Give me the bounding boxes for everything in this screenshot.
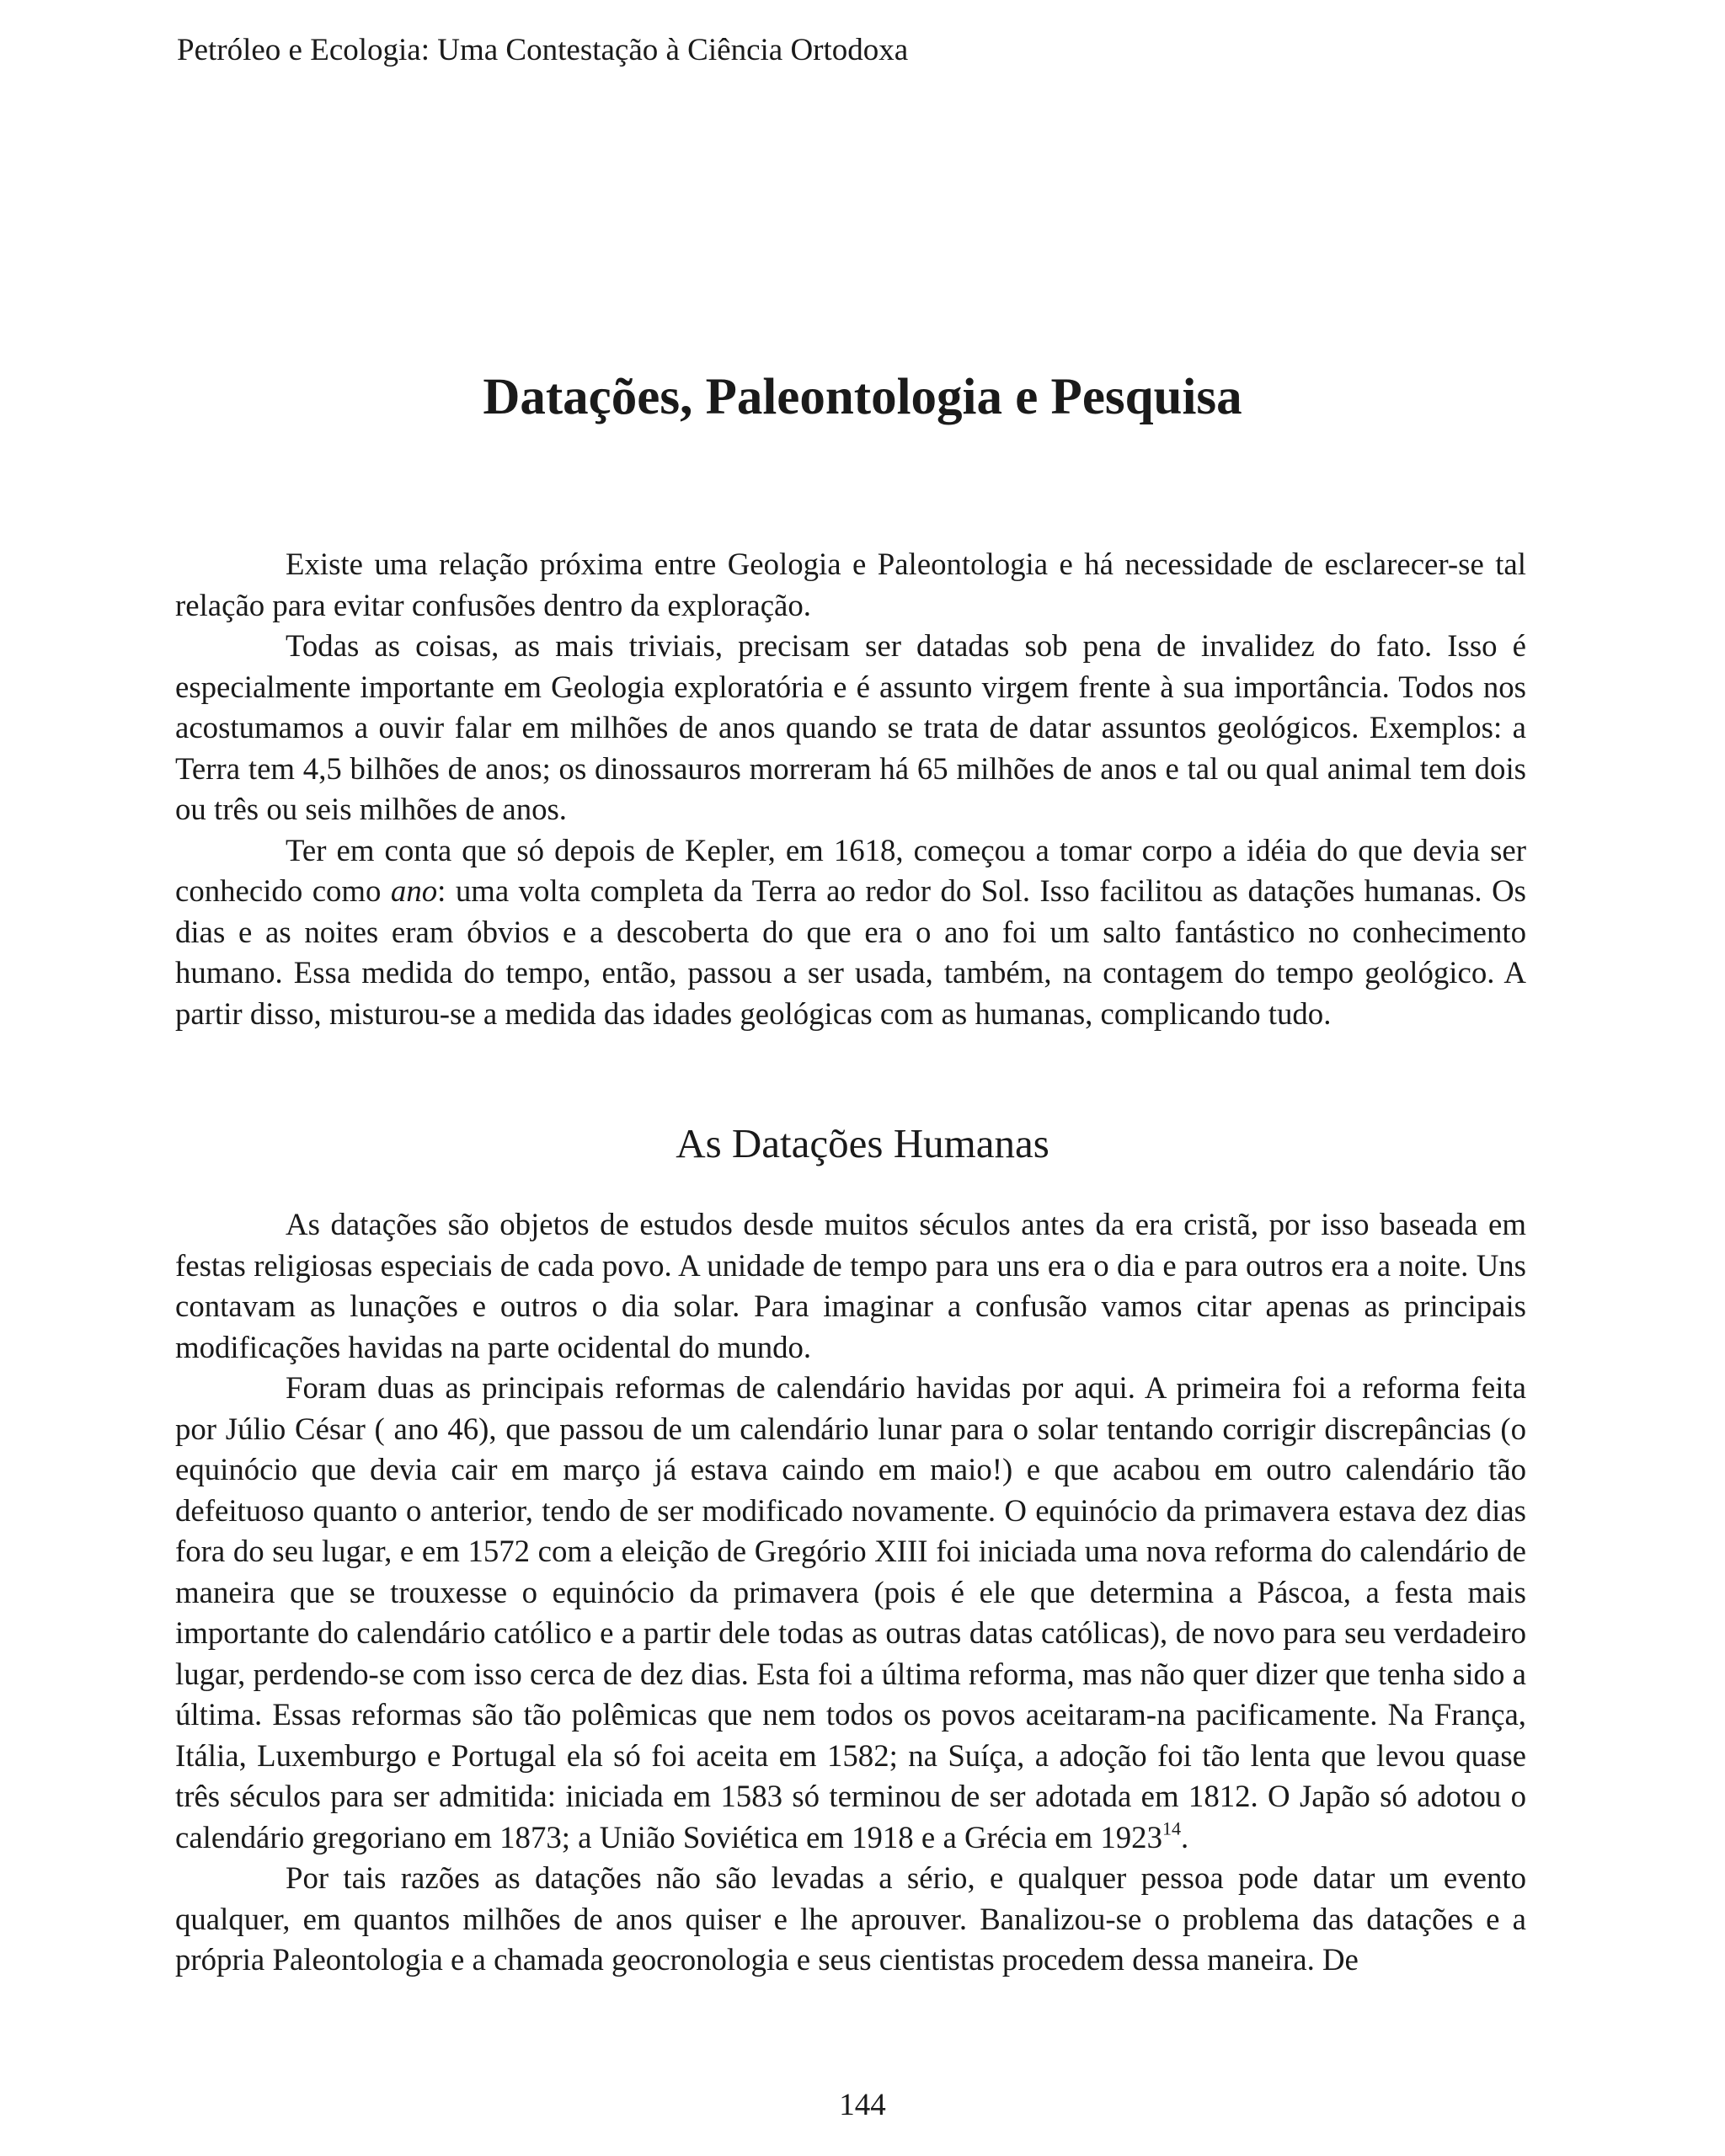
paragraph-text: : uma volta completa da Terra ao redor do Sol. Isso facilitou as datações humanas. Os dias e as noites eram óbvios e a descoberta do que era o ano foi um salto fantástico no conhecimento humano. Essa medida do tempo, então, passou a ser usada, também, na contagem do tempo geológico. A partir disso, misturou-se a medida das idades geológicas com as humanas, complicando tudo. — [175, 873, 1526, 1031]
paragraph-text: Ter em conta que só depois de Kepler, em 1618, começou a tomar corpo a idéia do que devia ser conhecido como — [175, 832, 1526, 908]
paragraph-text: . — [1181, 1819, 1189, 1854]
chapter-body — [175, 544, 1526, 1034]
paragraph: As datações são objetos de estudos desde muitos séculos antes da era cristã, por isso baseada em festas religiosas especiais de cada povo. A unidade de tempo para uns era o dia e para outros era a noite. Uns contavam as lunações e outros o dia solar. Para imaginar a confusão vamos citar apenas as principais modificações havidas na parte ocidental do mundo. — [175, 1207, 1526, 1364]
section-body — [175, 1204, 1526, 1981]
paragraph: Todas as coisas, as mais triviais, precisam ser datadas sob pena de invalidez do fato. Isso é especialmente importante em Geologia exploratória e é assunto virgem frente à sua importância. Todos nos acostumamos a ouvir falar em milhões de anos quando se trata de datar assuntos geológicos. Exemplos: a Terra tem 4,5 bilhões de anos; os dinossauros morreram há 65 milhões de anos e tal ou qual animal tem dois ou três ou seis milhões de anos. — [175, 628, 1526, 826]
chapter-title: Datações, Paleontologia e Pesquisa — [483, 369, 1242, 425]
paragraph — [175, 1368, 1526, 1858]
paragraph — [175, 830, 1526, 1035]
paragraph: Por tais razões as datações não são levadas a sério, e qualquer pessoa pode datar um evento qualquer, em quantos milhões de anos quiser e lhe aprouver. Banalizou-se o problema das datações e a própria Paleontologia e a chamada geocronologia e seus cientistas procedem dessa maneira. De — [175, 1860, 1526, 1977]
italic-term: ano — [390, 873, 438, 908]
page-number: 144 — [839, 2088, 886, 2122]
section-title: As Datações Humanas — [676, 1120, 1049, 1166]
paragraph-text: Foram duas as principais reformas de calendário havidas por aqui. A primeira foi a reforma feita por Júlio César ( ano 46), que passou de um calendário lunar para o solar tentando corrigir discrepâncias (o equinócio que devia cair em março já estava caindo em maio!) e que acabou em outro calendário tão defeituoso quanto o anterior, tendo de ser modificado novamente. O equinócio da primavera estava dez dias fora do seu lugar, e em 1572 com a eleição de Gregório XIII foi iniciada uma nova reforma do calendário de maneira que se trouxesse o equinócio da primavera (pois é ele que determina a Páscoa, a festa mais importante do calendário católico e a partir dele todas as outras datas católicas), de novo para seu verdadeiro lugar, perdendo-se com isso cerca de dez dias. Esta foi a última reforma, mas não quer dizer que tenha sido a última. Essas reformas são tão polêmicas que nem todos os povos aceitaram-na pacificamente. Na França, Itália, Luxemburgo e Portugal ela só foi aceita em 1582; na Suíça, a adoção foi tão lenta que levou quase três séculos para ser admitida: iniciada em 1583 só terminou de ser adotada em 1812. O Japão só adotou o calendário gregoriano em 1873; a União Soviética em 1918 e a Grécia em 1923 — [175, 1370, 1526, 1854]
paragraph: Existe uma relação próxima entre Geologia e Paleontologia e há necessidade de esclarecer-se tal relação para evitar confusões dentro da exploração. — [175, 547, 1526, 622]
footnote-ref[interactable]: 14 — [1162, 1817, 1182, 1839]
running-head: Petróleo e Ecologia: Uma Contestação à Ciência Ortodoxa — [177, 33, 909, 67]
